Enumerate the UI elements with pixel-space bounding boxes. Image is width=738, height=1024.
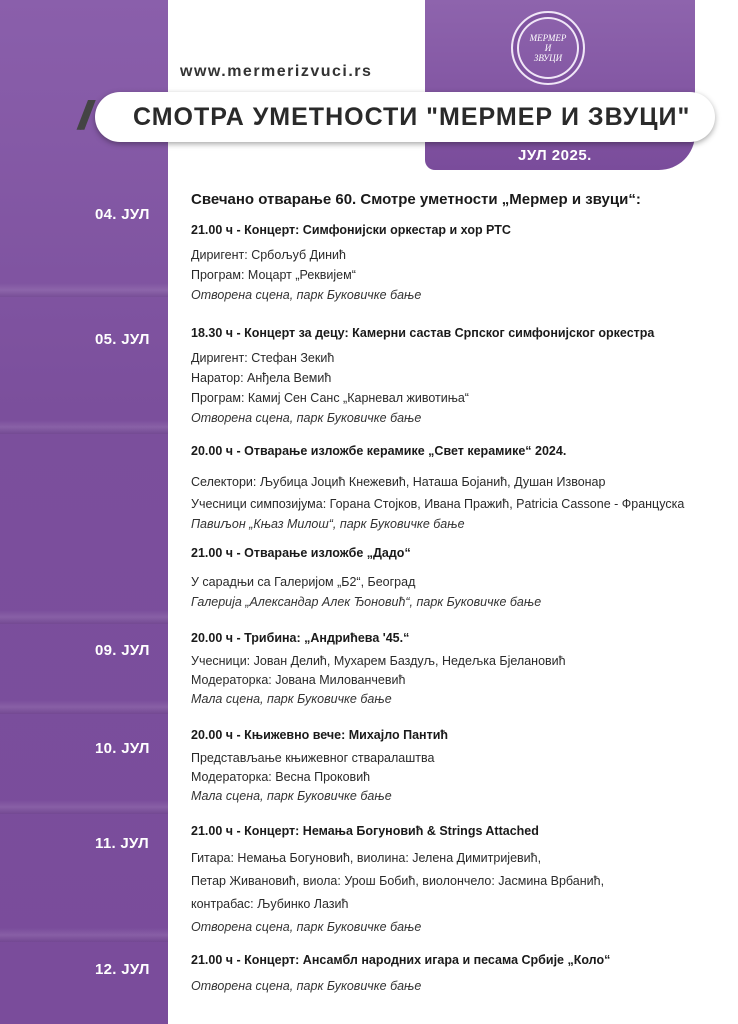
date-label: 05. ЈУЛ bbox=[95, 331, 150, 348]
date-label: 11. ЈУЛ bbox=[95, 835, 149, 852]
event-title: 21.00 ч - Концерт: Ансамбл народних игара и песама Србије „Коло“ bbox=[191, 953, 611, 967]
opening-heading: Свечано отварање 60. Смотре уметности „Мермер и звуци“: bbox=[191, 191, 641, 208]
event-title: 21.00 ч - Концерт: Симфонијски оркестар и хор РТС bbox=[191, 223, 511, 237]
slash-decoration: // bbox=[78, 94, 85, 138]
event-item bbox=[191, 546, 731, 612]
event-item bbox=[191, 728, 731, 806]
event-detail: Учесници симпозијума: Горана Стојков, Ивана Пражић, Patricia Cassone - Француска bbox=[191, 497, 685, 511]
event-item bbox=[191, 444, 731, 534]
date-label: 10. ЈУЛ bbox=[95, 740, 150, 757]
sidebar-fold bbox=[0, 928, 168, 942]
event-item bbox=[191, 223, 731, 305]
sidebar-band bbox=[0, 0, 168, 1024]
festival-logo bbox=[511, 11, 585, 85]
event-item bbox=[191, 631, 731, 709]
event-venue: Мала сцена, парк Буковичке бање bbox=[191, 692, 392, 706]
event-title: 20.00 ч - Отварање изложбе керамике „Свет керамике“ 2024. bbox=[191, 444, 567, 458]
event-detail: Диригент: Србољуб Динић bbox=[191, 248, 346, 262]
sidebar-fold bbox=[0, 420, 168, 434]
event-detail: У сарадњи са Галеријом „Б2“, Београд bbox=[191, 575, 416, 589]
event-detail: Наратор: Анђела Вемић bbox=[191, 371, 332, 385]
header-month: ЈУЛ 2025. bbox=[518, 147, 592, 164]
event-detail: Диригент: Стефан Зекић bbox=[191, 351, 335, 365]
sidebar-fold bbox=[0, 283, 168, 297]
event-detail: контрабас: Љубинко Лазић bbox=[191, 897, 349, 911]
event-title: 18.30 ч - Концерт за децу: Камерни састав Српског симфонијског оркестра bbox=[191, 326, 655, 340]
event-venue: Отворена сцена, парк Буковичке бање bbox=[191, 920, 422, 934]
date-label: 04. ЈУЛ bbox=[95, 206, 150, 223]
event-venue: Мала сцена, парк Буковичке бање bbox=[191, 789, 392, 803]
event-detail: Модераторка: Весна Проковић bbox=[191, 770, 371, 784]
logo-text: ЗВУЦИ bbox=[533, 53, 563, 63]
logo-text: МЕРМЕР bbox=[529, 33, 567, 43]
event-detail: Петар Живановић, виола: Урош Бобић, виолончело: Јасмина Врбанић, bbox=[191, 874, 605, 888]
page-title: СМОТРА УМЕТНОСТИ "МЕРМЕР И ЗВУЦИ" bbox=[133, 103, 691, 131]
sidebar-fold bbox=[0, 700, 168, 714]
logo-text: И bbox=[544, 43, 552, 53]
event-title: 21.00 ч - Концерт: Немања Богуновић & Strings Attached bbox=[191, 824, 539, 838]
event-venue: Галерија „Александар Алек Ђоновић“, парк Буковичке бање bbox=[191, 595, 542, 609]
sidebar-fold bbox=[0, 610, 168, 624]
event-detail: Селектори: Љубица Јоцић Кнежевић, Наташа Бојанић, Душан Извонар bbox=[191, 475, 606, 489]
event-detail: Програм: Камиј Сен Санс „Карневал животиња“ bbox=[191, 391, 469, 405]
sidebar-fold bbox=[0, 800, 168, 814]
event-item bbox=[191, 824, 731, 939]
event-venue: Отворена сцена, парк Буковичке бање bbox=[191, 411, 422, 425]
event-venue: Отворена сцена, парк Буковичке бање bbox=[191, 288, 422, 302]
event-title: 20.00 ч - Трибина: „Андрићева '45.“ bbox=[191, 631, 410, 645]
event-venue: Отворена сцена, парк Буковичке бање bbox=[191, 979, 422, 993]
event-detail: Учесници: Јован Делић, Мухарем Баздуљ, Недељка Бјелановић bbox=[191, 654, 566, 668]
date-label: 09. ЈУЛ bbox=[95, 642, 150, 659]
event-detail: Гитара: Немања Богуновић, виолина: Јелена Димитријевић, bbox=[191, 851, 542, 865]
event-item bbox=[191, 326, 731, 428]
event-detail: Модераторка: Јована Милованчевић bbox=[191, 673, 406, 687]
event-title: 21.00 ч - Отварање изложбе „Дадо“ bbox=[191, 546, 411, 560]
event-item bbox=[191, 953, 731, 996]
website-url[interactable]: www.mermerizvuci.rs bbox=[180, 63, 373, 80]
event-venue: Павиљон „Књаз Милош“, парк Буковичке бање bbox=[191, 517, 465, 531]
event-title: 20.00 ч - Књижевно вече: Михајло Пантић bbox=[191, 728, 449, 742]
event-detail: Програм: Моцарт „Реквијем“ bbox=[191, 268, 356, 282]
event-detail: Представљање књижевног стваралаштва bbox=[191, 751, 435, 765]
date-label: 12. ЈУЛ bbox=[95, 961, 150, 978]
